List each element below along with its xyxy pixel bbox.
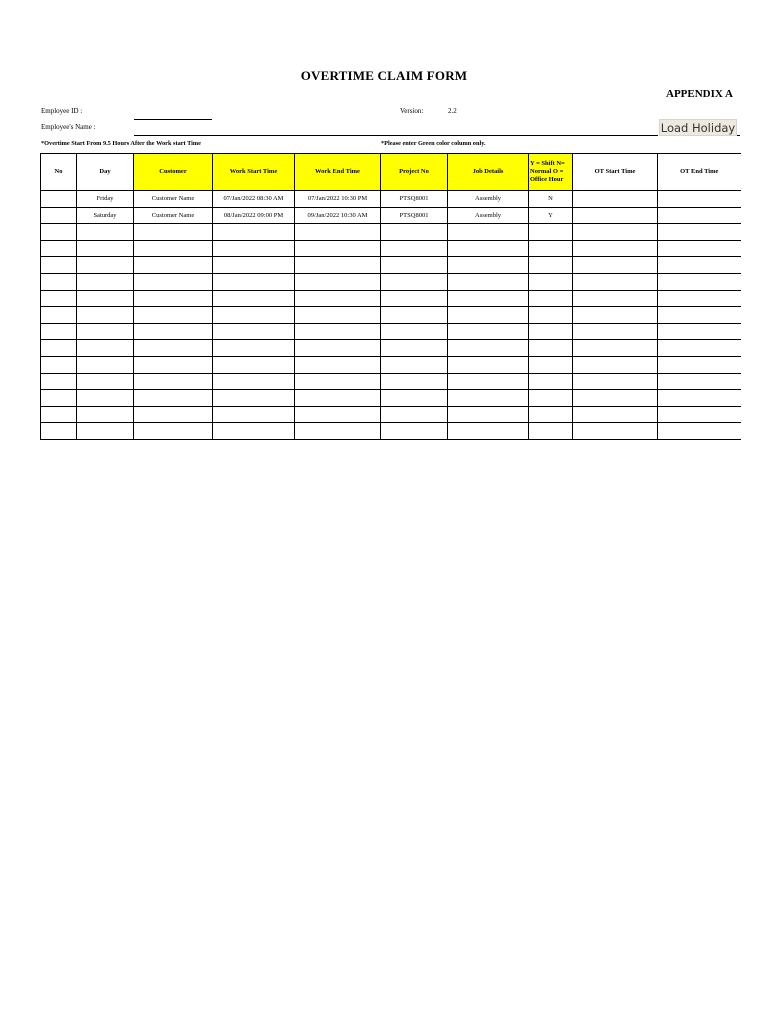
cell-no[interactable] (41, 340, 77, 357)
employee-id-field[interactable] (134, 119, 212, 120)
table-row (41, 373, 741, 390)
appendix-label: APPENDIX A (666, 88, 733, 100)
cell-project-no[interactable] (381, 340, 448, 357)
cell-job-details[interactable]: Assembly (448, 191, 529, 208)
cell-customer[interactable] (134, 307, 213, 324)
green-column-note: *Please enter Green color column only. (381, 140, 486, 147)
cell-work-end-time[interactable] (295, 340, 381, 357)
cell-ot-end-time[interactable] (658, 240, 741, 257)
cell-no (41, 356, 77, 373)
cell-job-details[interactable] (448, 273, 529, 290)
table-row (41, 323, 741, 340)
cell-customer[interactable] (134, 340, 213, 357)
cell-no[interactable] (41, 207, 77, 224)
employee-id-label: Employee ID : (41, 107, 83, 115)
cell-day (77, 356, 134, 373)
table-row (41, 207, 741, 224)
col-header-day: Day (77, 154, 134, 191)
cell-ot-start-time[interactable] (573, 423, 658, 440)
name-line-end (737, 135, 740, 136)
cell-customer[interactable] (134, 257, 213, 274)
cell-no[interactable] (41, 224, 77, 241)
cell-work-start-time[interactable] (213, 406, 295, 423)
cell-work-end-time[interactable] (295, 257, 381, 274)
col-header-work-start: Work Start Time (213, 154, 295, 191)
cell-shift-indicator[interactable] (529, 390, 573, 407)
cell-day[interactable] (77, 373, 134, 390)
cell-project-no[interactable] (381, 323, 448, 340)
cell-no[interactable] (41, 423, 77, 440)
cell-work-end-time[interactable] (295, 290, 381, 307)
cell-project-no[interactable]: PTSQ8001 (381, 191, 448, 208)
cell-project-no[interactable] (381, 273, 448, 290)
cell-day[interactable] (77, 257, 134, 274)
cell-job-details (448, 356, 529, 373)
cell-day[interactable] (77, 340, 134, 357)
table-row (41, 390, 741, 407)
cell-project-no[interactable] (381, 406, 448, 423)
cell-ot-end-time[interactable] (658, 307, 741, 324)
table-row (41, 423, 741, 440)
cell-work-start-time[interactable]: 07/Jan/2022 08:30 AM (213, 191, 295, 208)
cell-ot-end-time[interactable] (658, 323, 741, 340)
cell-customer[interactable] (134, 224, 213, 241)
cell-work-start-time (213, 356, 295, 373)
cell-work-end-time[interactable]: 07/Jan/2022 10:30 PM (295, 191, 381, 208)
cell-customer[interactable] (134, 323, 213, 340)
table-header-row (41, 154, 741, 191)
cell-work-start-time[interactable] (213, 373, 295, 390)
cell-job-details[interactable]: Assembly (448, 207, 529, 224)
cell-shift-indicator[interactable] (529, 423, 573, 440)
cell-ot-end-time[interactable] (658, 373, 741, 390)
cell-shift-indicator[interactable] (529, 323, 573, 340)
cell-customer[interactable] (134, 406, 213, 423)
cell-shift-indicator[interactable] (529, 307, 573, 324)
cell-work-end-time[interactable] (295, 373, 381, 390)
cell-work-end-time[interactable] (295, 323, 381, 340)
cell-ot-start-time[interactable] (573, 340, 658, 357)
cell-ot-start-time[interactable] (573, 406, 658, 423)
cell-shift-indicator[interactable]: Y (529, 207, 573, 224)
cell-day[interactable] (77, 390, 134, 407)
cell-no[interactable] (41, 390, 77, 407)
cell-no[interactable] (41, 191, 77, 208)
cell-customer[interactable] (134, 273, 213, 290)
cell-job-details[interactable] (448, 307, 529, 324)
cell-project-no[interactable] (381, 390, 448, 407)
cell-job-details[interactable] (448, 406, 529, 423)
cell-ot-end-time[interactable] (658, 191, 741, 208)
cell-no[interactable] (41, 323, 77, 340)
col-header-project-no: Project No (381, 154, 448, 191)
table-body (41, 191, 741, 440)
col-header-shift-indicator: Y = Shift N= Normal O = Office Hour (529, 154, 573, 191)
cell-shift-indicator[interactable] (529, 373, 573, 390)
cell-work-end-time[interactable] (295, 423, 381, 440)
cell-shift-indicator[interactable]: N (529, 191, 573, 208)
cell-project-no[interactable] (381, 423, 448, 440)
table-row (41, 191, 741, 208)
cell-work-end-time[interactable]: 09/Jan/2022 10:30 AM (295, 207, 381, 224)
cell-work-start-time[interactable]: 08/Jan/2022 09:00 PM (213, 207, 295, 224)
cell-ot-start-time[interactable] (573, 307, 658, 324)
employee-name-label: Employee's Name : (41, 123, 96, 131)
cell-shift-indicator[interactable] (529, 273, 573, 290)
cell-customer[interactable] (134, 290, 213, 307)
cell-ot-end-time[interactable] (658, 406, 741, 423)
cell-project-no[interactable]: PTSQ8001 (381, 207, 448, 224)
overtime-table (40, 153, 741, 440)
cell-ot-end-time[interactable] (658, 273, 741, 290)
cell-ot-end-time[interactable] (658, 390, 741, 407)
cell-work-end-time (295, 356, 381, 373)
col-header-ot-end: OT End Time (658, 154, 741, 191)
table-gap-row (41, 356, 741, 373)
cell-day[interactable] (77, 307, 134, 324)
cell-ot-start-time[interactable] (573, 323, 658, 340)
cell-work-end-time[interactable] (295, 273, 381, 290)
cell-no[interactable] (41, 307, 77, 324)
cell-no[interactable] (41, 240, 77, 257)
col-header-no: No (41, 154, 77, 191)
cell-no[interactable] (41, 373, 77, 390)
cell-shift-indicator[interactable] (529, 340, 573, 357)
cell-day[interactable] (77, 323, 134, 340)
cell-ot-end-time[interactable] (658, 340, 741, 357)
table-row (41, 240, 741, 257)
version-label: Version: (400, 107, 424, 115)
cell-ot-start-time[interactable] (573, 390, 658, 407)
cell-ot-end-time[interactable] (658, 207, 741, 224)
cell-ot-start-time (573, 356, 658, 373)
cell-ot-start-time[interactable] (573, 373, 658, 390)
cell-customer (134, 356, 213, 373)
cell-work-start-time[interactable] (213, 290, 295, 307)
cell-shift-indicator[interactable] (529, 290, 573, 307)
cell-job-details[interactable] (448, 224, 529, 241)
cell-work-end-time[interactable] (295, 224, 381, 241)
load-holiday-button[interactable]: Load Holiday (660, 121, 736, 135)
table-row (41, 224, 741, 241)
cell-no[interactable] (41, 406, 77, 423)
cell-job-details[interactable] (448, 423, 529, 440)
cell-project-no[interactable] (381, 224, 448, 241)
cell-customer[interactable] (134, 240, 213, 257)
cell-job-details[interactable] (448, 340, 529, 357)
version-value: 2.2 (448, 107, 457, 115)
cell-job-details[interactable] (448, 390, 529, 407)
col-header-customer: Customer (134, 154, 213, 191)
cell-shift-indicator[interactable] (529, 257, 573, 274)
cell-ot-start-time[interactable] (573, 273, 658, 290)
cell-ot-start-time[interactable] (573, 290, 658, 307)
col-header-work-end: Work End Time (295, 154, 381, 191)
cell-day[interactable] (77, 290, 134, 307)
cell-customer[interactable] (134, 390, 213, 407)
cell-ot-end-time[interactable] (658, 257, 741, 274)
cell-ot-end-time[interactable] (658, 423, 741, 440)
table-row (41, 257, 741, 274)
cell-no[interactable] (41, 290, 77, 307)
cell-work-end-time[interactable] (295, 240, 381, 257)
cell-project-no (381, 356, 448, 373)
cell-work-start-time[interactable] (213, 307, 295, 324)
table-row (41, 273, 741, 290)
cell-shift-indicator[interactable] (529, 240, 573, 257)
cell-ot-end-time (658, 356, 741, 373)
cell-shift-indicator[interactable] (529, 224, 573, 241)
table-row (41, 307, 741, 324)
table-row (41, 290, 741, 307)
cell-work-start-time[interactable] (213, 390, 295, 407)
cell-work-start-time[interactable] (213, 273, 295, 290)
cell-no[interactable] (41, 273, 77, 290)
employee-name-field[interactable] (134, 135, 658, 136)
cell-customer[interactable]: Customer Name (134, 191, 213, 208)
cell-shift-indicator[interactable] (529, 406, 573, 423)
cell-shift-indicator (529, 356, 573, 373)
cell-work-end-time[interactable] (295, 390, 381, 407)
cell-customer[interactable] (134, 423, 213, 440)
cell-work-start-time[interactable] (213, 323, 295, 340)
cell-ot-start-time[interactable] (573, 207, 658, 224)
cell-day[interactable] (77, 240, 134, 257)
cell-project-no[interactable] (381, 307, 448, 324)
cell-ot-start-time[interactable] (573, 257, 658, 274)
cell-day[interactable] (77, 406, 134, 423)
cell-work-start-time[interactable] (213, 257, 295, 274)
cell-job-details[interactable] (448, 323, 529, 340)
cell-ot-end-time[interactable] (658, 290, 741, 307)
cell-work-end-time[interactable] (295, 307, 381, 324)
cell-ot-end-time[interactable] (658, 224, 741, 241)
cell-ot-start-time[interactable] (573, 224, 658, 241)
cell-no[interactable] (41, 257, 77, 274)
cell-customer[interactable] (134, 373, 213, 390)
cell-day[interactable] (77, 273, 134, 290)
overtime-note: *Overtime Start From 9.5 Hours After the Work start Time (41, 140, 201, 147)
cell-customer[interactable]: Customer Name (134, 207, 213, 224)
cell-project-no[interactable] (381, 373, 448, 390)
cell-job-details[interactable] (448, 257, 529, 274)
col-header-job-details: Job Details (448, 154, 529, 191)
cell-work-start-time[interactable] (213, 340, 295, 357)
table-row (41, 406, 741, 423)
cell-project-no[interactable] (381, 240, 448, 257)
col-header-ot-start: OT Start Time (573, 154, 658, 191)
cell-project-no[interactable] (381, 290, 448, 307)
cell-ot-start-time[interactable] (573, 191, 658, 208)
cell-project-no[interactable] (381, 257, 448, 274)
cell-work-start-time[interactable] (213, 240, 295, 257)
table-row (41, 340, 741, 357)
cell-job-details[interactable] (448, 290, 529, 307)
form-title: OVERTIME CLAIM FORM (300, 68, 468, 83)
cell-job-details[interactable] (448, 373, 529, 390)
cell-day[interactable] (77, 423, 134, 440)
cell-day[interactable]: Saturday (77, 207, 134, 224)
cell-work-end-time[interactable] (295, 406, 381, 423)
cell-day[interactable]: Friday (77, 191, 134, 208)
cell-work-start-time[interactable] (213, 423, 295, 440)
cell-day[interactable] (77, 224, 134, 241)
cell-ot-start-time[interactable] (573, 240, 658, 257)
cell-work-start-time[interactable] (213, 224, 295, 241)
cell-job-details[interactable] (448, 240, 529, 257)
